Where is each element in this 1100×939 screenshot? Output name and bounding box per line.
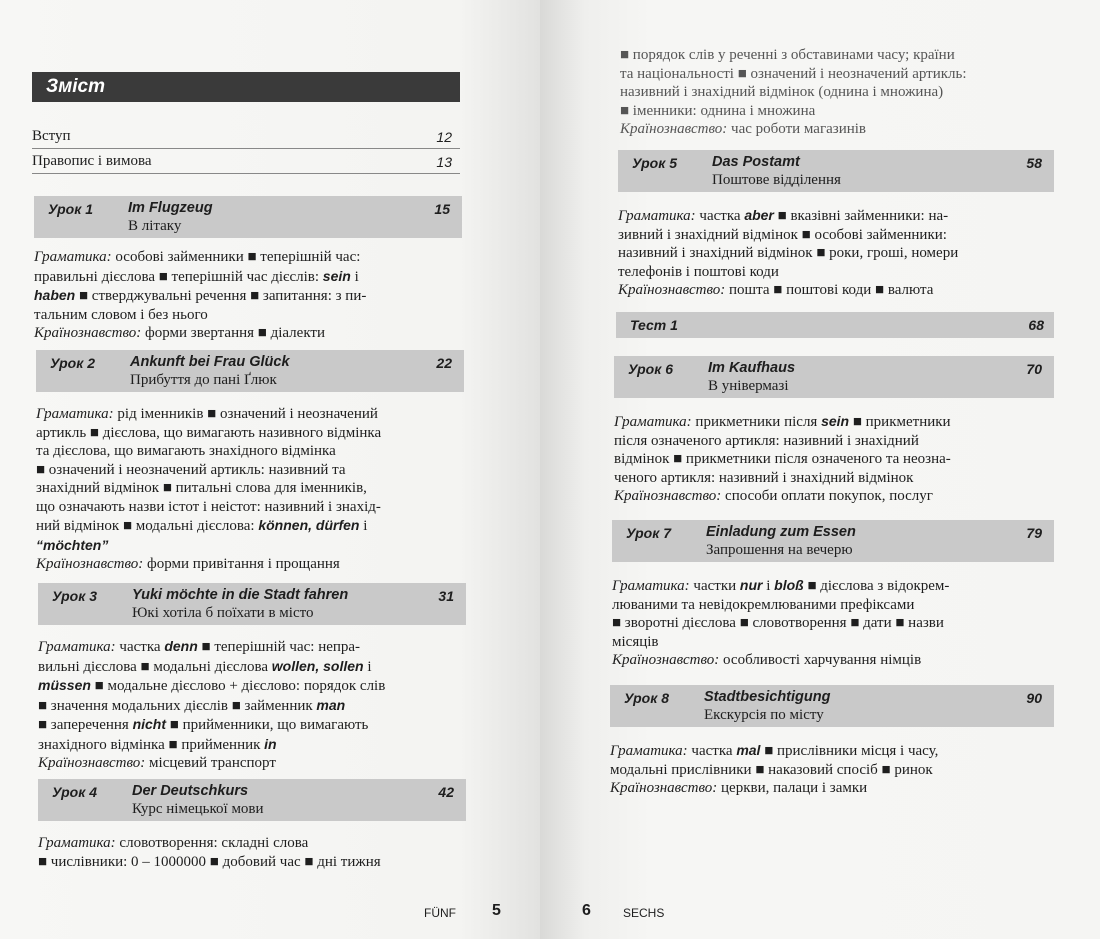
description-line [610, 779, 938, 798]
description-line [38, 676, 385, 696]
section-label: Країнознавство: [610, 780, 718, 796]
lesson-header-2[interactable] [36, 350, 464, 392]
description-line [36, 536, 381, 556]
section-label: Країнознавство: [36, 556, 144, 572]
lesson-title-german: Ankunft bei Frau Glück [130, 354, 290, 370]
lesson4-description-continued [620, 46, 967, 139]
description-text: називний і знахідний відмінок (однина і множина) [620, 84, 944, 100]
lesson-title-german: Yuki möchte in die Stadt fahren [132, 587, 349, 603]
lesson-title-ukrainian: В літаку [128, 218, 182, 234]
lesson-page: 58 [1026, 155, 1042, 171]
description-text: ■ значення модальних дієслів ■ займенник [38, 697, 317, 714]
description-text: ■ модальне дієслово + дієслово: порядок слів [90, 678, 386, 694]
section-label: Граматика: [610, 743, 688, 759]
description-line [38, 834, 381, 853]
description-line [36, 405, 381, 424]
description-line [36, 479, 381, 498]
description-text: прикметники після [691, 414, 822, 430]
lesson-page: 70 [1026, 361, 1042, 377]
description-line [612, 651, 949, 670]
description-line [36, 555, 381, 574]
lesson-page: 42 [438, 784, 454, 800]
description-text: особливості харчування німців [719, 652, 922, 668]
description-line [614, 487, 951, 506]
description-line [612, 596, 949, 615]
lesson-header-3[interactable] [38, 583, 466, 625]
section-label: Граматика: [614, 414, 692, 430]
german-term: denn [164, 638, 198, 654]
description-text: форми привітання і прощання [143, 556, 340, 572]
description-text: час роботи магазинів [727, 121, 866, 137]
description-text: телефонів і поштові коди [618, 263, 779, 280]
lesson-header-5[interactable] [618, 150, 1054, 192]
lesson-description-3 [38, 637, 385, 773]
description-text: і [359, 518, 368, 534]
lesson-description-8 [610, 741, 938, 798]
lesson-title-ukrainian: В універмазі [708, 378, 789, 394]
lesson-title-ukrainian: Запрошення на вечерю [706, 542, 853, 558]
german-term: aber [744, 207, 774, 223]
section-label: Граматика: [38, 639, 116, 655]
description-text: тальним словом і без нього [34, 306, 208, 323]
description-line [38, 853, 381, 872]
description-line [618, 226, 958, 245]
german-term: man [316, 696, 346, 713]
toc-entry-spelling[interactable] [32, 151, 460, 174]
description-text: та дієслова, що вимагають знахідного відмінка [36, 443, 336, 459]
description-text: ■ стверджувальні речення ■ запитання: з пи- [75, 288, 367, 304]
description-text: називний і знахідний відмінок ■ роки, гроші, номери [618, 245, 959, 261]
description-text: пошта ■ поштові коди ■ валюта [725, 282, 934, 298]
lesson-description-6 [614, 412, 951, 506]
lesson-header-7[interactable] [612, 520, 1054, 562]
german-term: “möchten” [36, 536, 109, 553]
section-label: Граматика: [38, 835, 116, 851]
lesson-title-german: Das Postamt [712, 154, 800, 170]
description-line [38, 657, 385, 677]
toc-entry-label: Правопис і вимова [32, 153, 152, 169]
description-line [620, 65, 967, 84]
lesson-title-ukrainian: Поштове відділення [712, 172, 841, 188]
description-text: знахідний відмінок ■ питальні слова для іменників, [36, 480, 367, 496]
german-term: haben [34, 287, 76, 303]
description-line [36, 516, 381, 536]
description-text: ■ вказівні займенники: на- [773, 208, 949, 224]
contents-title-bar [32, 72, 460, 102]
description-text: особові займенники ■ теперішній час: [111, 249, 361, 265]
description-line [618, 206, 958, 226]
description-line [620, 46, 967, 65]
description-text: ■ іменники: однина і множина [620, 102, 816, 119]
lesson-description-5 [618, 206, 958, 300]
section-label: Країнознавство: [620, 121, 728, 137]
description-line [620, 120, 967, 139]
description-line [618, 263, 958, 282]
lesson-title-ukrainian: Прибуття до пані Ґлюк [130, 372, 277, 388]
toc-entry-intro[interactable] [32, 126, 460, 149]
lesson-header-6[interactable] [614, 356, 1054, 398]
description-text: словотворення: складні слова [115, 835, 309, 851]
description-line [34, 306, 366, 325]
lesson-header-1[interactable] [34, 196, 462, 238]
description-line [620, 83, 967, 102]
lesson-label: Урок 2 [50, 355, 96, 371]
description-text: ченого артикля: називний і знахідний відмінок [614, 469, 914, 486]
description-text: частка [115, 639, 165, 655]
description-line [618, 281, 958, 300]
description-line [36, 461, 381, 480]
description-text: та національності ■ означений і неозначений артикль: [620, 65, 967, 82]
left-page [0, 0, 540, 939]
lesson-title-ukrainian: Курс німецької мови [132, 801, 264, 817]
toc-entry-page: 13 [436, 154, 452, 170]
footer-page-number: 6 [582, 902, 591, 919]
lesson-title-german: Stadtbesichtigung [704, 689, 831, 705]
description-text: зивний і знахідний відмінок ■ особові займенники: [618, 226, 947, 243]
lesson-description-1 [34, 248, 366, 343]
test-label: Тест 1 [630, 317, 678, 333]
description-line [612, 576, 949, 596]
description-line [620, 102, 967, 121]
lesson-label: Урок 7 [626, 525, 672, 541]
description-line [38, 696, 385, 716]
description-line [610, 761, 938, 780]
description-text: ■ заперечення [38, 717, 133, 733]
description-text: відмінок ■ прикметники після означеного та неозна- [614, 451, 951, 467]
german-term: nicht [132, 716, 167, 732]
lesson-title-german: Im Kaufhaus [708, 360, 796, 376]
section-label: Граматика: [618, 208, 696, 224]
footer-page-word: FÜNF [424, 906, 456, 920]
description-line [36, 442, 381, 461]
lesson-description-2 [36, 405, 381, 574]
footer-page-number: 5 [492, 902, 501, 919]
lesson-label: Урок 8 [624, 690, 670, 706]
german-term: können, dürfen [258, 517, 360, 533]
description-line [38, 637, 385, 657]
section-label: Граматика: [36, 406, 114, 422]
german-term: müssen [38, 677, 91, 693]
description-text: знахідного відмінка ■ прийменник [38, 736, 265, 753]
lesson-page: 31 [438, 588, 454, 604]
description-text: форми звертання ■ діалекти [141, 325, 325, 341]
lesson-page: 79 [1026, 525, 1042, 541]
description-line [618, 244, 958, 263]
description-text: ний відмінок ■ модальні дієслова: [36, 518, 259, 534]
description-text: і [762, 578, 775, 594]
description-text: частка [687, 743, 737, 759]
description-text: люваними та невідокремлюваними префіксами [612, 596, 915, 613]
description-line [612, 614, 949, 633]
lesson-label: Урок 6 [628, 361, 674, 377]
lesson-page: 90 [1026, 690, 1042, 706]
toc-entry-label: Вступ [32, 128, 71, 144]
description-text: вильні дієслова ■ модальні дієслова [38, 658, 272, 675]
description-text: ■ прийменники, що вимагають [166, 717, 369, 733]
lesson-label: Урок 4 [52, 784, 98, 800]
section-label: Граматика: [34, 249, 112, 265]
lesson-title-german: Einladung zum Essen [706, 524, 856, 540]
lesson-header-4[interactable] [38, 779, 466, 821]
german-term: sein [322, 267, 351, 284]
description-text: ■ числівники: 0 – 1000000 ■ добовий час ■ дні тижня [38, 853, 381, 870]
german-term: nur [739, 577, 763, 593]
section-label: Країнознавство: [38, 755, 146, 771]
contents-title: Зміст [46, 76, 106, 97]
lesson-label: Урок 3 [52, 588, 98, 604]
german-term: sein [821, 413, 850, 429]
lesson-label: Урок 5 [632, 155, 678, 171]
description-line [38, 735, 385, 755]
description-text: модальні прислівники ■ наказовий спосіб ■ ринок [610, 761, 933, 778]
description-text: місяців [612, 633, 659, 650]
section-label: Країнознавство: [618, 282, 726, 298]
lesson-description-7 [612, 576, 949, 670]
description-text: ■ порядок слів у реченні з обставинами часу; країни [620, 47, 955, 63]
test-page: 68 [1028, 317, 1044, 333]
test-header-1[interactable] [616, 312, 1054, 338]
description-line [614, 432, 951, 451]
description-text: правильні дієслова ■ теперішній час дієслів: [34, 268, 323, 285]
description-text: ■ означений і неозначений артикль: називний та [36, 461, 346, 478]
section-label: Країнознавство: [614, 488, 722, 504]
description-line [610, 741, 938, 761]
lesson-page: 15 [434, 201, 450, 217]
description-line [34, 286, 366, 306]
lesson-title-ukrainian: Юкі хотіла б поїхати в місто [132, 605, 314, 621]
description-text: і [363, 658, 372, 675]
lesson-title-german: Im Flugzeug [128, 200, 213, 216]
description-line [614, 412, 951, 432]
description-text: ■ прислівники місця і часу, [760, 743, 939, 759]
description-text: частка [695, 208, 745, 224]
description-text: ■ зворотні дієслова ■ словотворення ■ дати ■ назви [612, 615, 944, 631]
lesson-description-4 [38, 834, 381, 871]
description-text: способи оплати покупок, послуг [721, 488, 933, 504]
lesson-page: 22 [436, 355, 452, 371]
lesson-label: Урок 1 [48, 201, 94, 217]
footer-page-word: SECHS [623, 906, 665, 920]
description-line [34, 267, 366, 287]
description-text: після означеного артикля: називний і знахідний [614, 432, 919, 449]
german-term: in [264, 735, 277, 752]
description-line [38, 715, 385, 735]
description-line [612, 633, 949, 652]
lesson-title-ukrainian: Екскурсія по місту [704, 707, 824, 723]
description-text: ■ прикметники [849, 414, 951, 430]
description-text: ■ теперішній час: непра- [197, 639, 361, 655]
description-line [614, 450, 951, 469]
lesson-title-german: Der Deutschkurs [132, 783, 249, 799]
toc-entry-page: 12 [436, 129, 452, 145]
description-text: і [350, 268, 359, 285]
description-text: рід іменників ■ означений і неозначений [113, 406, 378, 422]
description-line [38, 754, 385, 773]
german-term: wollen, sollen [271, 657, 364, 674]
german-term: bloß [774, 577, 804, 593]
description-text: що означають назви істот і неістот: називний і знахід- [36, 498, 381, 515]
right-page [540, 0, 1100, 939]
german-term: mal [736, 742, 761, 758]
description-text: частки [689, 578, 740, 594]
description-line [36, 498, 381, 517]
description-text: місцевий транспорт [145, 755, 276, 771]
description-line [614, 469, 951, 488]
description-text: церкви, палаци і замки [717, 780, 868, 796]
description-line [34, 248, 366, 267]
description-text: артикль ■ дієслова, що вимагають називного відмінка [36, 424, 382, 441]
lesson-header-8[interactable] [610, 685, 1054, 727]
description-line [36, 424, 381, 443]
section-label: Країнознавство: [34, 325, 142, 341]
description-text: ■ дієслова з відокрем- [803, 578, 950, 594]
section-label: Країнознавство: [612, 652, 720, 668]
description-line [34, 324, 366, 343]
section-label: Граматика: [612, 578, 690, 594]
